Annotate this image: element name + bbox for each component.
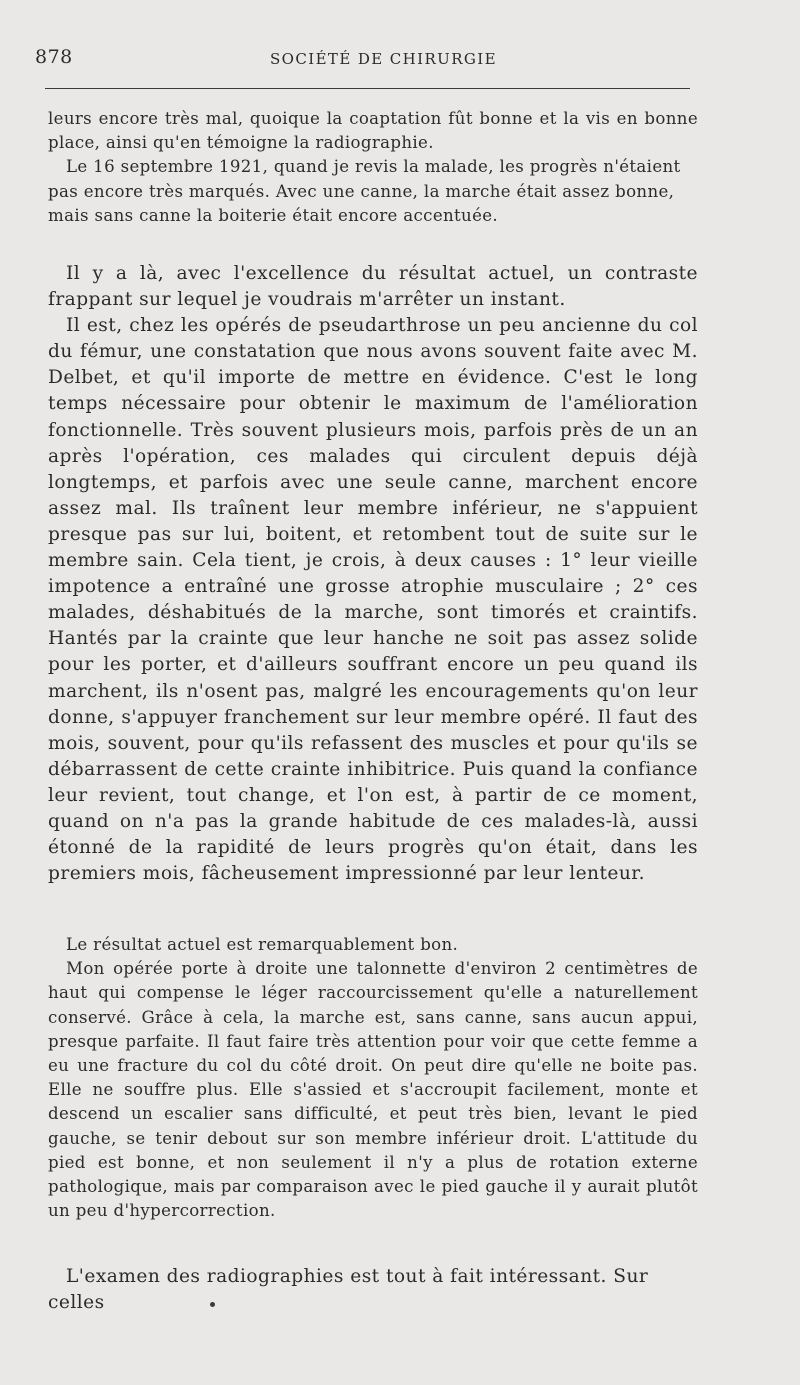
paragraph-pseudarthrosis: Il est, chez les opérés de pseudarthrose un peu ancienne du col du fémur, une constatation que nous avons souvent faite avec M. Delbet, et qu'il importe de mettre en évidence. C'est le long temps nécessaire pour obtenir le maximum de l'amélioration fonctionnelle. Très souvent plusieurs mois, parfois près de un an après l'opération, ces malades qui circulent depuis déjà longtemps, et parfois avec une seule canne, marchent encore assez mal. Ils traînent leur membre inférieur, ne s'appuient presque pas sur lui, boitent, et retombent tout de suite sur le membre sain. Cela tient, je crois, à deux causes : 1° leur vieille impotence a entraîné une grosse atrophie musculaire ; 2° ces malades, déshabitués de la marche, sont timorés et craintifs. Hantés par la crainte que leur hanche ne soit pas assez solide pour les porter, et d'ailleurs souffrant encore un peu quand ils marchent, ils n'osent pas, malgré les encouragements qu'on leur donne, s'appuyer franchement sur leur membre opéré. Il faut des mois, souvent, pour qu'ils refassent des muscles et pour qu'ils se débarrassent de cette crainte inhibitrice. Puis quand la confiance leur revient, tout change, et l'on est, à partir de ce moment, quand on n'a pas la grande habitude de ces malades-là, aussi étonné de la rapidité de leurs progrès qu'on était, dans les premiers mois, fâcheusement impressionné par leur lenteur. <box>48 315 698 885</box>
paragraph-radiographs: L'examen des radiographies est tout à fait intéressant. Sur celles <box>48 1266 649 1314</box>
text-block-small-top <box>48 107 698 228</box>
text-block-large-bottom <box>48 1264 698 1316</box>
paragraph-continuation: leurs encore très mal, quoique la coaptation fût bonne et la vis en bonne place, ainsi qu'en témoigne la radiographie. <box>48 109 698 153</box>
text-block-large-main <box>48 261 698 887</box>
page-number: 878 <box>35 46 73 68</box>
running-head: SOCIÉTÉ DE CHIRURGIE <box>270 50 497 68</box>
paragraph-result-summary: Le résultat actuel est remarquablement bon. <box>66 935 459 954</box>
text-block-small-result <box>48 933 698 1223</box>
paragraph-contrast: Il y a là, avec l'excellence du résultat actuel, un contraste frappant sur lequel je voudrais m'arrêter un instant. <box>48 263 698 311</box>
paragraph-september-visit: Le 16 septembre 1921, quand je revis la malade, les progrès n'étaient pas encore très marqués. Avec une canne, la marche était assez bonne, mais sans canne la boiterie était encore accentuée. <box>48 157 681 225</box>
ink-speck <box>210 1302 215 1307</box>
header-rule <box>45 88 690 89</box>
paragraph-result-detail: Mon opérée porte à droite une talonnette d'environ 2 centimètres de haut qui compense le léger raccourcissement qu'elle a naturellement conservé. Grâce à cela, la marche est, sans canne, sans aucun appui, presque parfaite. Il faut faire très attention pour voir que cette femme a eu une fracture du col du côté droit. On peut dire qu'elle ne boite pas. Elle ne souffre plus. Elle s'assied et s'accroupit facilement, monte et descend un escalier sans difficulté, et peut très bien, levant le pied gauche, se tenir debout sur son membre inférieur droit. L'attitude du pied est bonne, et non seulement il n'y a plus de rotation externe pathologique, mais par comparaison avec le pied gauche il y aurait plutôt un peu d'hypercorrection. <box>48 959 698 1221</box>
